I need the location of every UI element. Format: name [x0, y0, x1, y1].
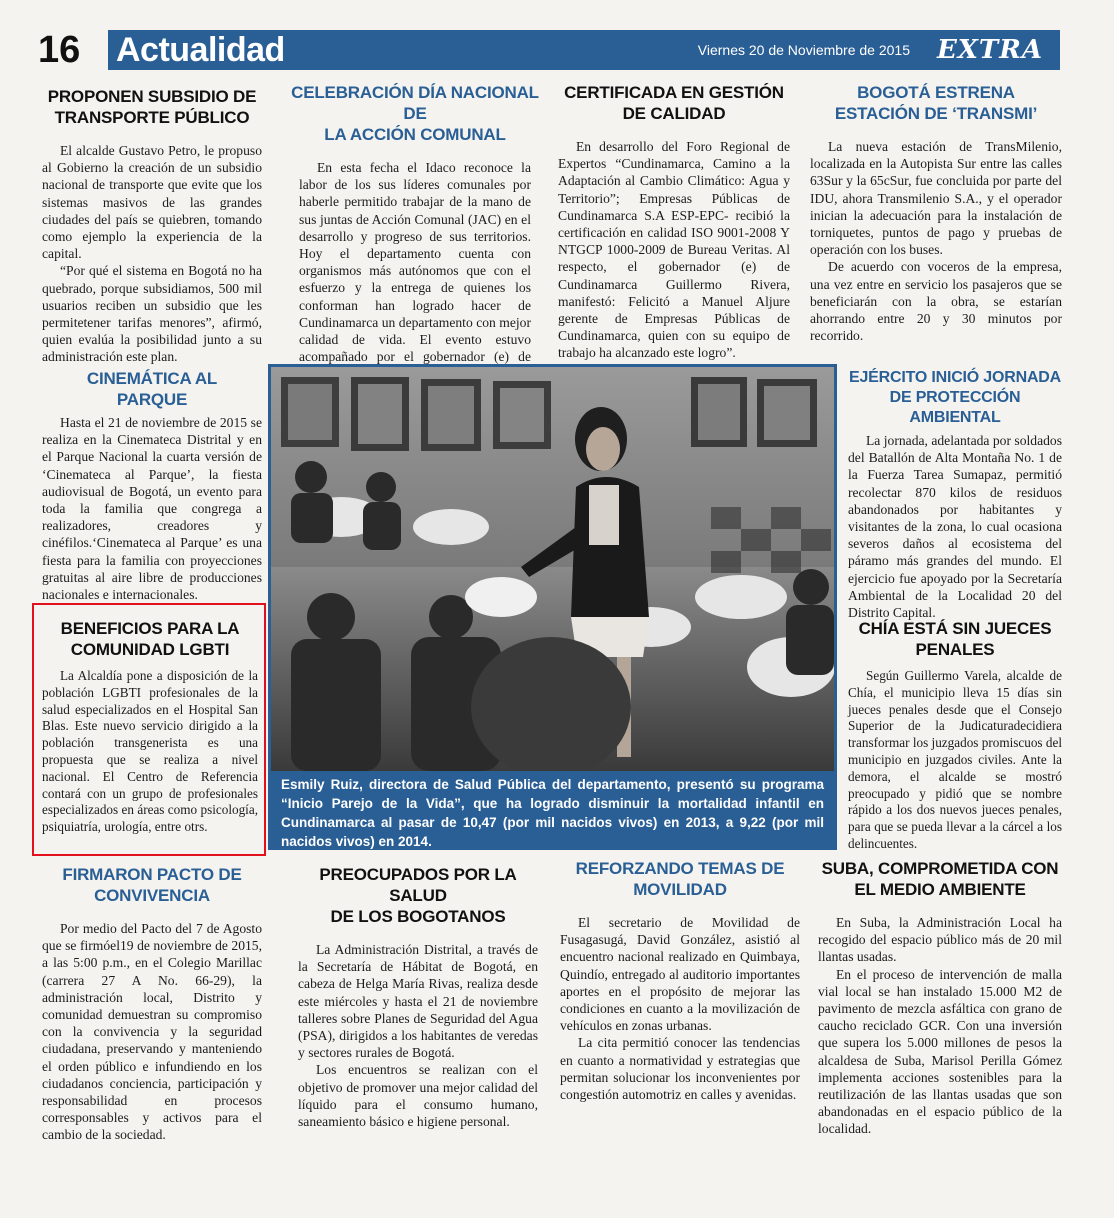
article-transmi [810, 82, 1062, 344]
article-body: La Alcaldía pone a disposición de la población LGBTI profesionales de la salud especializados en el Hospital San Blas. Este nuevo servicio dirigido a la población transgenerista es una propuesta que se realiza a nivel nacional. El Centro de Referencia contará con un grupo de profesionales especializados en áreas como psicología, psiquiatría, urología, entre otrs. [42, 668, 258, 835]
article-body: La nueva estación de TransMilenio, localizada en la Autopista Sur entre las calles 63Sur y la 65cSur, fue concluida por parte del IDU, ahora Transmilenio S.A., y el operador inician la adecuación para la instalación de torniquetes, puntos de pago y pruebas de operación con los buses. De acuerdo con voceros de la empresa, una vez entre en servicio los pasajeros que se beneficiarán con la obra, se estarían ahorrando entre 20 y 30 minutos por recorrido. [810, 139, 1062, 344]
article-body: En Suba, la Administración Local ha recogido del espacio público más de 20 mil llantas usadas. En el proceso de intervención de malla vial local se han instalado 15.000 M2 de pavimento de mezcla asfáltica con grano de caucho reciclado GCR. Con una inversión que supera los 5.000 millones de pesos la alcaldesa de Suba, Marisol Perilla Gómez implementa acciones sostenibles para la reutilización de las llantas usadas que son abandonadas en el espacio público de la localidad. [818, 915, 1062, 1137]
newspaper-logo: EXTRA [936, 35, 1044, 65]
article-body: En esta fecha el Idaco reconoce la labor de los sus líderes comunales por haberle permitido trabajar de la mano de sus juntas de Acción Comunal (JAC) en el desarrollo y progreso de sus territorios. Hoy el departamento cuenta con organismos más autónomos que con el esfuerzo y la entrega de quienes los conforman han logrado hacer de Cundinamarca un departamento con mejor calidad de vida. El evento estuvo acompañado por el gobernador (e) de [299, 160, 531, 365]
article-cinematica [42, 368, 262, 609]
article-headline: CERTIFICADA EN GESTIÓN DE CALIDAD [564, 83, 784, 123]
article-headline: PROPONEN SUBSIDIO DE TRANSPORTE PÚBLICO [47, 87, 257, 127]
article-headline: REFORZANDO TEMAS DE MOVILIDAD [575, 859, 785, 899]
article-suba [818, 858, 1062, 1138]
news-photo [268, 364, 837, 850]
article-body: Por medio del Pacto del 7 de Agosto que se firmóel19 de noviembre de 2015, a las 5:00 p.m., en el Colegio Marillac (carrera 27 A No. 66-29), la administración local, Distrito y comunidad demuestran su compromiso con la convivencia y la seguridad ciudadana, preservando y manteniendo el orden público e infundiendo en los ciudadanos conciencia, participación y responsabilidad en procesos corresponsables y activos para el cambio de la sociedad. [42, 921, 262, 1143]
article-headline: SUBA, COMPROMETIDA CON EL MEDIO AMBIENTE [821, 859, 1059, 899]
article-body: En desarrollo del Foro Regional de Expertos “Cundinamarca, Camino a la Adaptación al Cambio Climático: Agua y Territorio”; Empresas Públicas de Cundinamarca S.A ESP-EPC- recibió la certificación en calidad ISO 9001-2008 Y NTGCP 1000-2009 de Bureau Veritas. Al respecto, el gobernador (e) de Cundinamarca Guillermo Rivera, manifestó: Felicitó a Manuel Aljure gerente de Empresas Públicas de Cundinamarca, quien con su equipo de trabajo ha alcanzado este logro”. [558, 139, 790, 361]
photo-illustration [271, 367, 834, 771]
article-subsidio [42, 86, 262, 366]
article-headline: EJÉRCITO INICIÓ JORNADA DE PROTECCIÓN AMBIENTAL [848, 369, 1062, 426]
article-accion-comunal [287, 82, 543, 383]
article-headline: FIRMARON PACTO DE CONVIVENCIA [62, 865, 242, 905]
article-body: Hasta el 21 de noviembre de 2015 se realiza en la Cinemateca Distrital y en el Parque Nacional la cuarta versión de ‘Cinemateca al Parque’, la fiesta audiovisual de Bogotá, un evento para toda la familia que congrega a realizadores, creadores y cinéfilos.‘Cinemateca al Parque’ es una fiesta para la familia con proyecciones gratuitas al aire libre de producciones nacionales e internacionales. [42, 415, 262, 603]
article-headline: CHÍA ESTÁ SIN JUECES PENALES [858, 619, 1052, 659]
article-body: El alcalde Gustavo Petro, le propuso al Gobierno la creación de un subsidio nacional de transporte que evite que los sistemas masivos de las grandes ciudades del país se quiebren, tomando como ejemplo la experiencia de la capital. “Por qué el sistema en Bogotá no ha quebrado, porque subsidiamos, 500 mil usuarios reciben un subsidio que les permitetener tarifas menores”, afirmó, quien evalúa la posibilidad junto a su administración este plan. [42, 143, 262, 365]
article-headline: CELEBRACIÓN DÍA NACIONAL DE LA ACCIÓN COMUNAL [291, 83, 539, 144]
page-header [38, 30, 1060, 70]
photo-caption: Esmily Ruiz, directora de Salud Pública del departamento, presentó su programa “Inicio Parejo de la Vida”, que ha logrado disminuir la mortalidad infantil en Cundinamarca al pasar de 10,47 (por mil nacidos vivos) en 2013, a 9,22 (por mil nacidos vivos) en 2014. [271, 771, 834, 847]
section-title: Actualidad [116, 31, 285, 69]
page-number: 16 [38, 29, 81, 71]
article-body: El secretario de Movilidad de Fusagasugá, David González, asistió al encuentro nacional realizado en Quimbaya, Quindío, entregado al auditorio importantes aportes en el propósito de mejorar las condiciones en cuanto a la movilización de vehículos en zonas urbanas. La cita permitió conocer las tendencias en cuanto a normatividad y estrategias que permitan solucionar los inconvenientes por congestión automotriz en calles y avenidas. [560, 915, 800, 1103]
article-calidad [558, 82, 790, 362]
article-salud [298, 864, 538, 1130]
article-chia [848, 618, 1062, 853]
photo-image [271, 367, 834, 771]
article-body: La Administración Distrital, a través de la Secretaría de Hábitat de Bogotá, en cabeza de Helga María Rivas, realiza desde este miércoles y hasta el 21 de noviembre talleres sobre Planes de Seguridad del Agua (PSA), dirigidos a los habitantes de veredas y sectores rurales de Bogotá. Los encuentros se realizan con el objetivo de promover una mejor calidad del líquido para el consumo humano, saneamiento básico e higiene personal. [298, 942, 538, 1130]
article-ejercito [848, 368, 1062, 621]
section-bar [108, 30, 1060, 70]
article-body: La jornada, adelantada por soldados del Batallón de Alta Montaña No. 1 de la Fuerza Tarea Sumapaz, permitió recolectar 870 kilos de residuos abandonados por habitantes y visitantes de la zona, lo cual ocasiona severos daños al ecosistema del páramo más grandes del mundo. El ejercicio fue apoyado por la Secretaría Ambiental de la Localidad 20 del Distrito Capital. [848, 433, 1062, 621]
article-headline: BOGOTÁ ESTRENA ESTACIÓN DE ‘TRANSMI’ [834, 83, 1038, 123]
article-headline: CINEMÁTICA AL PARQUE [86, 369, 218, 409]
article-movilidad [560, 858, 800, 1103]
article-body: Según Guillermo Varela, alcalde de Chía, el municipio lleva 15 días sin jueces penales desde que el Consejo Superior de la Judicaturadecidiera transformar los juzgados promiscuos del municipio en juzgados civiles. Ante la demora, el alcalde se mostró preocupado y pidió que se nombre rápido a los dos nuevos jueces penales, para que se pueda llevar a la cárcel a los delincuentes. [848, 668, 1062, 851]
article-convivencia [42, 864, 262, 1144]
issue-date: Viernes 20 de Noviembre de 2015 [697, 42, 910, 58]
highlight-box [32, 603, 266, 856]
article-headline: PREOCUPADOS POR LA SALUD DE LOS BOGOTANOS [319, 865, 517, 926]
article-headline: BENEFICIOS PARA LA COMUNIDAD LGBTI [60, 619, 240, 659]
